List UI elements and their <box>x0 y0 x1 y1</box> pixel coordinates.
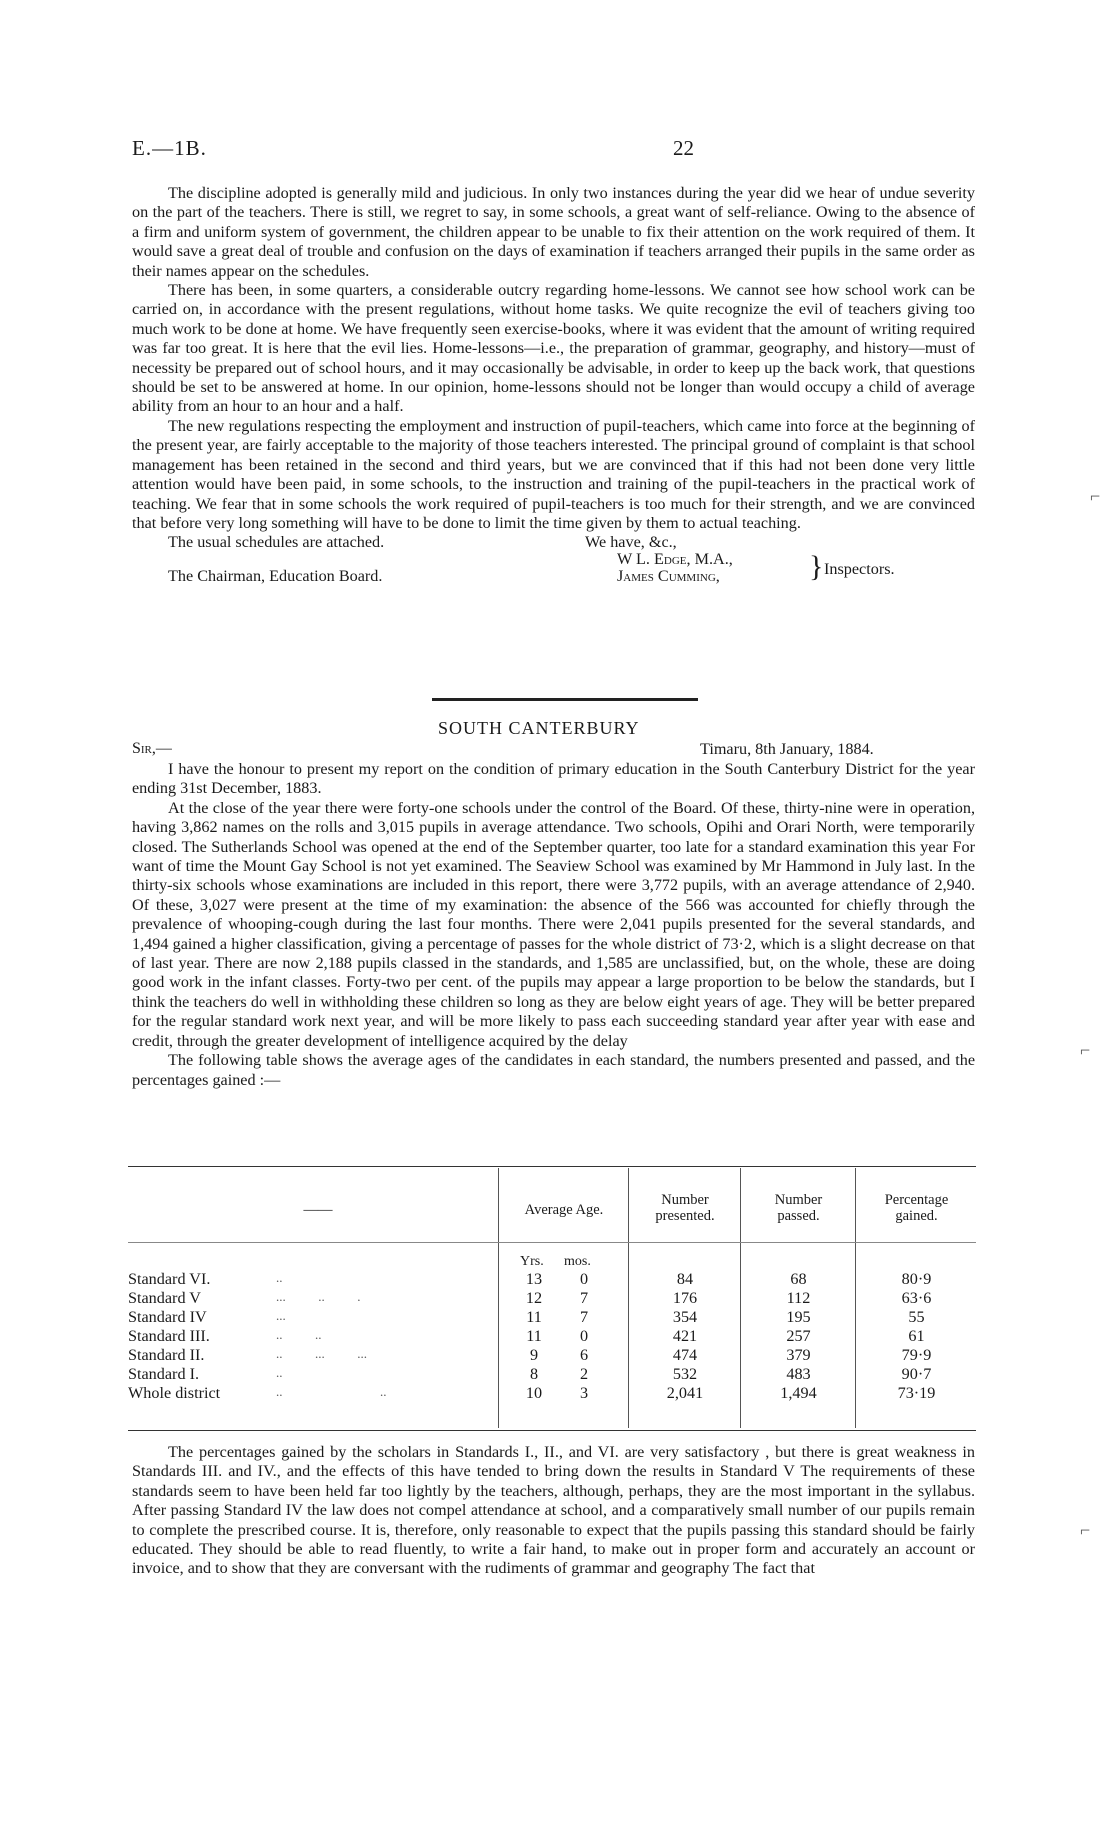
report-body-upper <box>132 184 975 591</box>
report-body-middle <box>132 760 975 1090</box>
cell-presented: 84 <box>676 1270 694 1288</box>
section-divider <box>432 698 698 701</box>
cell-presented: 176 <box>672 1289 698 1307</box>
cell-passed: 379 <box>786 1346 811 1364</box>
header-text: Number <box>661 1192 709 1208</box>
header-percentage-gained <box>857 1192 976 1224</box>
cell-passed: 68 <box>790 1270 807 1288</box>
cell-months: 2 <box>579 1365 589 1383</box>
header-blank: —— <box>303 1202 333 1218</box>
table-row <box>128 1270 976 1289</box>
cell-months: 7 <box>579 1308 589 1326</box>
cell-passed: 195 <box>786 1308 811 1326</box>
addressee: The Chairman, Education Board. <box>168 567 383 586</box>
cell-months: 7 <box>579 1289 589 1307</box>
paragraph-introduction: I have the honour to present my report on the condition of primary education in the South Canterbury District for the year ending 31st December, 1883. <box>132 760 975 798</box>
leader-dots: .. <box>276 1365 283 1380</box>
table-row <box>128 1365 976 1384</box>
report-body-lower <box>132 1443 975 1579</box>
cell-percentage: 73·19 <box>897 1384 936 1402</box>
row-label: Standard V <box>128 1289 201 1307</box>
cell-presented: 2,041 <box>666 1384 704 1402</box>
cell-months: 6 <box>579 1346 589 1364</box>
row-label: Standard III. <box>128 1327 210 1345</box>
leader-dots: .. .. <box>276 1384 387 1399</box>
cell-years: 11 <box>526 1308 542 1326</box>
cell-percentage: 63·6 <box>901 1289 932 1307</box>
brace-mark: } <box>809 550 824 584</box>
cell-months: 0 <box>579 1327 589 1345</box>
cell-presented: 421 <box>672 1327 698 1345</box>
leader-dots: .. ... ... <box>276 1346 367 1361</box>
signature-block <box>132 533 975 591</box>
inspectors-label: Inspectors. <box>824 560 895 579</box>
cell-years: 10 <box>525 1384 543 1402</box>
cell-presented: 354 <box>672 1308 698 1326</box>
paragraph-schools-summary: At the close of the year there were forty-one schools under the control of the Board. Of these, thirty-nine were in operation, having 3,862 names on the rolls and 3,015 pupils in average attendance. Two schools, Opihi and Orari North, were temporarily closed. The Sutherlands School was opened at the end of the September quarter, too late for a standard examination this year For want of time the Mount Gay School is not yet examined. The Seaview School was examined by Mr Hammond in July last. In the thirty-six schools whose examinations are included in this report, there were 3,772 pupils, with an average attendance of 2,940. Of these, 3,027 were present at the time of my examination: the absence of the 566 was accounted for chiefly through the prevalence of whooping-cough during the last four months. There were 2,041 pupils presented for the several standards, and 1,494 gained a higher classification, giving a percentage of passes for the whole district of 73·2, which is a slight decrease on that of last year. There are now 2,188 pupils classed in the standards, and 1,585 are unclassified, but, on the whole, these are doing good work in the infant classes. Forty-two per cent. of the pupils may appear a large proportion to be below the standards, but I think the teachers do well in withholding these children so long as they are below eight years of age. They will be better prepared for the regular standard work next year, and will be more likely to pass each succeeding standard year after year with ease and credit, through the greater development of intelligence acquired by the delay <box>132 798 975 1050</box>
cell-years: 12 <box>525 1289 543 1307</box>
cell-presented: 474 <box>672 1346 698 1364</box>
table-row <box>128 1308 976 1327</box>
margin-mark: ⌐ <box>1080 1520 1091 1540</box>
row-label: Standard I. <box>128 1365 200 1383</box>
cell-years: 13 <box>525 1270 543 1288</box>
paragraph-home-lessons: There has been, in some quarters, a considerable outcry regarding home-lessons. We cannot see how school work can be carried on, in accordance with the present regulations, without home tasks. We quite recognize the evil of teachers giving too much work to be done at home. We have frequently seen exercise-books, where it was evident that the amount of writing required was far too great. It is here that the evil lies. Home-lessons—i.e., the preparation of grammar, geography, and history—must of necessity be prepared out of school hours, and it may occasionally be advisable, in order to keep up the back work, that questions should be set to be answered at home. In our opinion, home-lessons should not be longer than would occupy a child of average ability from an hour to an hour and a half. <box>132 281 975 416</box>
inspector-names <box>617 551 733 585</box>
header-average-age: Average Age. <box>524 1202 604 1218</box>
cell-percentage: 55 <box>908 1308 925 1326</box>
document-code: E.—1B. <box>132 136 207 160</box>
header-number-presented <box>630 1192 740 1224</box>
cell-percentage: 80·9 <box>901 1270 932 1288</box>
page-number: 22 <box>673 136 694 160</box>
paragraph-pupil-teachers: The new regulations respecting the employment and instruction of pupil-teachers, which came into force at the beginning of the present year, are fairly acceptable to the majority of those teachers interested. The principal ground of complaint is that school management has been retained in the second and third years, but we are convinced that if this had not been done very little attention would have been paid, in some schools, to the instruction and training of the pupil-teachers in the practical work of teaching. We fear that in some schools the work required of pupil-teachers is too much for their strength, and we are convinced that before very long something will have to be done to limit the time given by them to actual teaching. <box>132 416 975 532</box>
paragraph-discipline: The discipline adopted is generally mild and judicious. In only two instances during the year did we hear of undue severity on the part of the teachers. There is still, we regret to say, in some schools, a great want of self-reliance. Owing to the absence of a firm and uniform system of government, the children appear to be unable to fix their attention on the work required of them. It would save a great deal of trouble and confusion on the days of examination if teachers arranged their pupils in the same order as their names appear on the schedules. <box>132 184 975 280</box>
header-number-passed <box>742 1192 855 1224</box>
table-row <box>128 1289 976 1308</box>
cell-months: 0 <box>579 1270 589 1288</box>
paragraph-table-intro: The following table shows the average ages of the candidates in each standard, the numbers presented and passed, and the percentages gained :— <box>132 1051 975 1089</box>
leader-dots: .. <box>276 1270 283 1285</box>
cell-passed: 112 <box>786 1289 811 1307</box>
cell-years: 9 <box>529 1346 539 1364</box>
unit-years: Yrs. <box>520 1254 544 1269</box>
leader-dots: ... <box>276 1308 286 1323</box>
margin-mark: ⌐ <box>1080 1040 1091 1060</box>
header-text: Percentage <box>884 1192 949 1208</box>
header-text: presented. <box>655 1208 715 1224</box>
leader-dots: ... .. . <box>276 1289 361 1304</box>
row-label: Standard IV <box>128 1308 207 1326</box>
header-text: gained. <box>895 1208 938 1224</box>
table-row <box>128 1384 976 1403</box>
header-text: passed. <box>777 1208 820 1224</box>
table-bottom-rule <box>128 1430 976 1431</box>
dateline: Timaru, 8th January, 1884. <box>700 740 874 758</box>
salutation: Sir,— <box>132 740 172 757</box>
row-label: Whole district <box>128 1384 221 1402</box>
cell-months: 3 <box>579 1384 589 1402</box>
cell-years: 11 <box>526 1327 542 1345</box>
cell-passed: 483 <box>786 1365 811 1383</box>
unit-months: mos. <box>564 1254 591 1269</box>
cell-percentage: 90·7 <box>901 1365 932 1383</box>
table-top-rule <box>128 1166 976 1167</box>
margin-mark: ⌐ <box>1090 486 1101 506</box>
valediction: We have, &c., <box>585 533 677 552</box>
section-title: SOUTH CANTERBURY <box>438 718 640 738</box>
table-row <box>128 1346 976 1365</box>
row-label: Standard II. <box>128 1346 205 1364</box>
paragraph-percentages: The percentages gained by the scholars in Standards I., II., and VI. are very satisfactory , but there is great weakness in Standards III. and IV., and the effects of this have tended to bring down the results in Standard V The requirements of these standards seem to have been held far too lightly by the teachers, although, perhaps, they are the most important in the syllabus. After passing Standard IV the law does not compel attendance at school, and a comparatively small number of our pupils remain to complete the prescribed course. It is, therefore, only reasonable to expect that the pupils passing this standard should be fairly educated. They should be able to read fluently, to write a fair hand, to make out in proper form and accurately an account or invoice, and to show that they are conversant with the rudiments of grammar and geography The fact that <box>132 1443 975 1578</box>
page-header <box>132 136 972 160</box>
table-row <box>128 1327 976 1346</box>
cell-percentage: 61 <box>908 1327 925 1345</box>
leader-dots: .. .. <box>276 1327 322 1342</box>
cell-years: 8 <box>529 1365 539 1383</box>
schedules-note: The usual schedules are attached. <box>168 533 385 552</box>
cell-presented: 532 <box>672 1365 698 1383</box>
row-label: Standard VI. <box>128 1270 211 1288</box>
inspector-edge: W L. Edge, M.A., <box>617 550 733 569</box>
inspector-cumming: James Cumming, <box>617 567 720 586</box>
cell-passed: 257 <box>786 1327 811 1345</box>
header-text: Number <box>774 1192 823 1208</box>
cell-passed: 1,494 <box>780 1384 817 1402</box>
cell-percentage: 79·9 <box>901 1346 932 1364</box>
header-rule <box>128 1242 976 1243</box>
